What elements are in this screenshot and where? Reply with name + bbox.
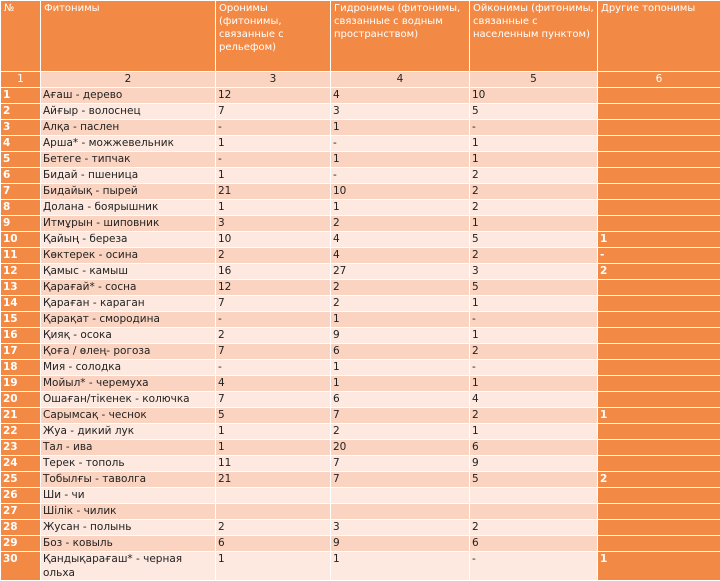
oronym-count: - xyxy=(216,360,331,376)
oronym-count: 5 xyxy=(216,408,331,424)
row-number: 18 xyxy=(1,360,41,376)
oronym-count: 7 xyxy=(216,296,331,312)
phytonym-cell: Долана - боярышник xyxy=(41,200,216,216)
other-count xyxy=(598,136,720,152)
table-row xyxy=(1,312,720,328)
other-count xyxy=(598,152,720,168)
other-count xyxy=(598,296,720,312)
row-number: 6 xyxy=(1,168,41,184)
hydronym-count: - xyxy=(331,168,470,184)
oronym-count: - xyxy=(216,152,331,168)
hydronym-count: 2 xyxy=(331,424,470,440)
table-row xyxy=(1,456,720,472)
table-row xyxy=(1,248,720,264)
table-row xyxy=(1,552,720,581)
table-row xyxy=(1,200,720,216)
oikonym-count: 1 xyxy=(470,376,598,392)
hydronym-count: 4 xyxy=(331,248,470,264)
column-number-row xyxy=(1,72,720,88)
hydronym-count: 1 xyxy=(331,152,470,168)
row-number: 29 xyxy=(1,536,41,552)
row-number: 14 xyxy=(1,296,41,312)
phytonym-cell: Бетеге - типчак xyxy=(41,152,216,168)
other-count: 2 xyxy=(598,472,720,488)
other-count xyxy=(598,216,720,232)
colnum-3: 3 xyxy=(216,72,331,88)
other-count xyxy=(598,120,720,136)
table-row xyxy=(1,280,720,296)
hydronym-count: 2 xyxy=(331,216,470,232)
oikonym-count: 6 xyxy=(470,536,598,552)
table-row xyxy=(1,216,720,232)
hydronym-count: 4 xyxy=(331,88,470,104)
row-number: 16 xyxy=(1,328,41,344)
other-count xyxy=(598,280,720,296)
oronym-count: 1 xyxy=(216,168,331,184)
hydronym-count: 1 xyxy=(331,312,470,328)
other-count xyxy=(598,488,720,504)
other-count xyxy=(598,360,720,376)
oronym-count: 7 xyxy=(216,392,331,408)
oronym-count xyxy=(216,488,331,504)
oronym-count: 11 xyxy=(216,456,331,472)
phytonym-cell: Сарымсақ - чеснок xyxy=(41,408,216,424)
phytonym-cell: Жусан - полынь xyxy=(41,520,216,536)
oronym-count: 2 xyxy=(216,248,331,264)
colnum-2: 2 xyxy=(41,72,216,88)
row-number: 7 xyxy=(1,184,41,200)
oikonym-count: 2 xyxy=(470,344,598,360)
other-count: 2 xyxy=(598,264,720,280)
oikonym-count: - xyxy=(470,312,598,328)
oikonym-count: 5 xyxy=(470,104,598,120)
table-row xyxy=(1,296,720,312)
table-row xyxy=(1,392,720,408)
hydronym-count: 9 xyxy=(331,328,470,344)
oikonym-count: 3 xyxy=(470,264,598,280)
row-number: 2 xyxy=(1,104,41,120)
colnum-5: 5 xyxy=(470,72,598,88)
row-number: 15 xyxy=(1,312,41,328)
hydronym-count: 3 xyxy=(331,104,470,120)
hydronym-count: 1 xyxy=(331,360,470,376)
phytonym-cell: Бидайық - пырей xyxy=(41,184,216,200)
other-count xyxy=(598,344,720,360)
oronym-count: 12 xyxy=(216,88,331,104)
row-number: 23 xyxy=(1,440,41,456)
oikonym-count: 2 xyxy=(470,168,598,184)
oronym-count: 10 xyxy=(216,232,331,248)
other-count xyxy=(598,440,720,456)
table-row xyxy=(1,536,720,552)
row-number: 13 xyxy=(1,280,41,296)
header-oikonyms: Ойконимы (фитонимы, связанные с населенным пунктом) xyxy=(470,1,598,72)
oikonym-count xyxy=(470,504,598,520)
oronym-count: 2 xyxy=(216,328,331,344)
table-row xyxy=(1,472,720,488)
phytonym-cell: Шілік - чилик xyxy=(41,504,216,520)
row-number: 11 xyxy=(1,248,41,264)
oikonym-count: 6 xyxy=(470,440,598,456)
table-row xyxy=(1,264,720,280)
oronym-count: 3 xyxy=(216,216,331,232)
table-row xyxy=(1,328,720,344)
hydronym-count: 20 xyxy=(331,440,470,456)
other-count xyxy=(598,520,720,536)
other-count xyxy=(598,104,720,120)
oronym-count: - xyxy=(216,312,331,328)
oikonym-count xyxy=(470,488,598,504)
other-count xyxy=(598,456,720,472)
other-count: 1 xyxy=(598,408,720,424)
table-row xyxy=(1,88,720,104)
row-number: 12 xyxy=(1,264,41,280)
row-number: 28 xyxy=(1,520,41,536)
row-number: 9 xyxy=(1,216,41,232)
colnum-4: 4 xyxy=(331,72,470,88)
oikonym-count: 1 xyxy=(470,424,598,440)
phytonym-cell: Тал - ива xyxy=(41,440,216,456)
oikonym-count: 5 xyxy=(470,472,598,488)
oronym-count xyxy=(216,504,331,520)
phytonym-cell: Алқа - паслен xyxy=(41,120,216,136)
oikonym-count: 1 xyxy=(470,328,598,344)
other-count xyxy=(598,536,720,552)
hydronym-count: 27 xyxy=(331,264,470,280)
hydronym-count: 2 xyxy=(331,296,470,312)
oronym-count: 21 xyxy=(216,472,331,488)
oikonym-count: 5 xyxy=(470,280,598,296)
phytonym-cell: Мия - солодка xyxy=(41,360,216,376)
table-row xyxy=(1,184,720,200)
header-other: Другие топонимы xyxy=(598,1,720,72)
hydronym-count: 7 xyxy=(331,472,470,488)
hydronym-count: 1 xyxy=(331,200,470,216)
phytonym-cell: Итмұрын - шиповник xyxy=(41,216,216,232)
hydronym-count: 1 xyxy=(331,552,470,581)
table-row xyxy=(1,232,720,248)
hydronym-count: 6 xyxy=(331,344,470,360)
phytonym-cell: Қарағай* - сосна xyxy=(41,280,216,296)
oikonym-count: 1 xyxy=(470,152,598,168)
other-count xyxy=(598,376,720,392)
table-row xyxy=(1,424,720,440)
phytonym-cell: Боз - ковыль xyxy=(41,536,216,552)
row-number: 26 xyxy=(1,488,41,504)
row-number: 22 xyxy=(1,424,41,440)
row-number: 5 xyxy=(1,152,41,168)
oronym-count: 6 xyxy=(216,536,331,552)
phytonym-cell: Қоға / өлең- рогоза xyxy=(41,344,216,360)
other-count xyxy=(598,424,720,440)
hydronym-count: 3 xyxy=(331,520,470,536)
phytonym-cell: Қандықарағаш* - черная ольха xyxy=(41,552,216,581)
table-row xyxy=(1,168,720,184)
row-number: 20 xyxy=(1,392,41,408)
phytonym-cell: Қарақат - смородина xyxy=(41,312,216,328)
header-hydronyms: Гидронимы (фитонимы, связанные с водным пространством) xyxy=(331,1,470,72)
phytonym-cell: Мойыл* - черемуха xyxy=(41,376,216,392)
hydronym-count: 10 xyxy=(331,184,470,200)
oronym-count: 2 xyxy=(216,520,331,536)
table-row xyxy=(1,360,720,376)
oronym-count: 4 xyxy=(216,376,331,392)
phytonym-cell: Қамыс - камыш xyxy=(41,264,216,280)
oikonym-count: 2 xyxy=(470,200,598,216)
phytonym-cell: Ошаған/тікенек - колючка xyxy=(41,392,216,408)
oikonym-count: 2 xyxy=(470,408,598,424)
phytonym-cell: Ағаш - дерево xyxy=(41,88,216,104)
oikonym-count: 5 xyxy=(470,232,598,248)
other-count xyxy=(598,328,720,344)
table-row xyxy=(1,136,720,152)
row-number: 8 xyxy=(1,200,41,216)
hydronym-count: 1 xyxy=(331,376,470,392)
oronym-count: 12 xyxy=(216,280,331,296)
oronym-count: 1 xyxy=(216,200,331,216)
phytonym-cell: Бидай - пшеница xyxy=(41,168,216,184)
hydronym-count: 4 xyxy=(331,232,470,248)
table-row xyxy=(1,504,720,520)
row-number: 10 xyxy=(1,232,41,248)
table-row xyxy=(1,520,720,536)
other-count xyxy=(598,88,720,104)
row-number: 19 xyxy=(1,376,41,392)
hydronym-count: 7 xyxy=(331,408,470,424)
row-number: 1 xyxy=(1,88,41,104)
oikonym-count: 2 xyxy=(470,248,598,264)
header-oronyms: Оронимы (фитонимы, связанные с рельефом) xyxy=(216,1,331,72)
oikonym-count: 9 xyxy=(470,456,598,472)
oronym-count: 7 xyxy=(216,104,331,120)
row-number: 24 xyxy=(1,456,41,472)
other-count xyxy=(598,392,720,408)
row-number: 27 xyxy=(1,504,41,520)
header-no: № xyxy=(1,1,41,72)
phytonym-cell: Көктерек - осина xyxy=(41,248,216,264)
row-number: 30 xyxy=(1,552,41,581)
oronym-count: 1 xyxy=(216,552,331,581)
phytonym-cell: Қараған - караган xyxy=(41,296,216,312)
header-row xyxy=(1,1,720,72)
hydronym-count: - xyxy=(331,136,470,152)
oikonym-count: 1 xyxy=(470,216,598,232)
table-row xyxy=(1,440,720,456)
row-number: 17 xyxy=(1,344,41,360)
phytonym-cell: Айғыр - волоснец xyxy=(41,104,216,120)
hydronym-count: 6 xyxy=(331,392,470,408)
oikonym-count: 4 xyxy=(470,392,598,408)
other-count xyxy=(598,200,720,216)
hydronym-count xyxy=(331,488,470,504)
header-phytonyms: Фитонимы xyxy=(41,1,216,72)
colnum-6: 6 xyxy=(598,72,720,88)
oikonym-count: 1 xyxy=(470,136,598,152)
row-number: 25 xyxy=(1,472,41,488)
table-row xyxy=(1,344,720,360)
other-count xyxy=(598,504,720,520)
phytonym-cell: Қайың - береза xyxy=(41,232,216,248)
row-number: 3 xyxy=(1,120,41,136)
other-count: 1 xyxy=(598,232,720,248)
hydronym-count: 2 xyxy=(331,280,470,296)
other-count xyxy=(598,312,720,328)
oronym-count: 21 xyxy=(216,184,331,200)
table-row xyxy=(1,488,720,504)
oikonym-count: 10 xyxy=(470,88,598,104)
other-count: - xyxy=(598,248,720,264)
oikonym-count: - xyxy=(470,552,598,581)
oikonym-count: - xyxy=(470,360,598,376)
phytonym-cell: Ши - чи xyxy=(41,488,216,504)
phytonym-cell: Қияқ - осока xyxy=(41,328,216,344)
oikonym-count: - xyxy=(470,120,598,136)
table-row xyxy=(1,104,720,120)
oronym-count: 16 xyxy=(216,264,331,280)
phytonym-cell: Тобылғы - таволга xyxy=(41,472,216,488)
colnum-1: 1 xyxy=(1,72,41,88)
row-number: 4 xyxy=(1,136,41,152)
oronym-count: 1 xyxy=(216,440,331,456)
other-count xyxy=(598,168,720,184)
oikonym-count: 2 xyxy=(470,184,598,200)
oronym-count: 1 xyxy=(216,424,331,440)
hydronym-count xyxy=(331,504,470,520)
other-count xyxy=(598,184,720,200)
table-row xyxy=(1,376,720,392)
oronym-count: 1 xyxy=(216,136,331,152)
hydronym-count: 7 xyxy=(331,456,470,472)
table-row xyxy=(1,152,720,168)
table-row xyxy=(1,120,720,136)
table-row xyxy=(1,408,720,424)
phytonym-cell: Арша* - можжевельник xyxy=(41,136,216,152)
other-count: 1 xyxy=(598,552,720,581)
oronym-count: - xyxy=(216,120,331,136)
row-number: 21 xyxy=(1,408,41,424)
phytonym-cell: Жуа - дикий лук xyxy=(41,424,216,440)
oikonym-count: 1 xyxy=(470,296,598,312)
hydronym-count: 1 xyxy=(331,120,470,136)
oikonym-count: 2 xyxy=(470,520,598,536)
oronym-count: 7 xyxy=(216,344,331,360)
hydronym-count: 9 xyxy=(331,536,470,552)
phytonym-cell: Терек - тополь xyxy=(41,456,216,472)
